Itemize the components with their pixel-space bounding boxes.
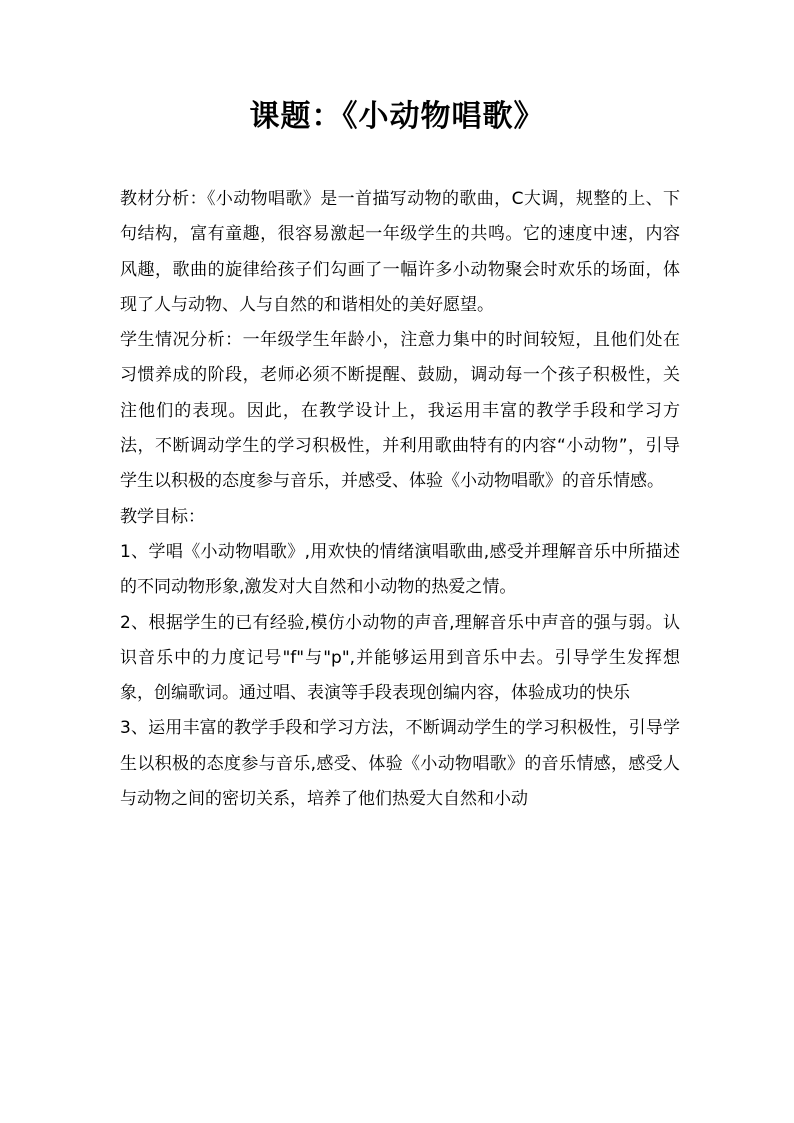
paragraph-student-analysis: 学生情况分析：一年级学生年龄小，注意力集中的时间较短，且他们处在习惯养成的阶段，老师必须不断提醒、鼓励，调动每一个孩子积极性，关注他们的表现。因此，在教学设计上，我运用丰富的教学手段和学习方法，不断调动学生的学习积极性，并利用歌曲特有的内容“小动物”，引导学生以积极的态度参与音乐，并感受、体验《小动物唱歌》的音乐情感。: [120, 330, 680, 492]
paragraph-material-analysis: 教材分析：《小动物唱歌》是一首描写动物的歌曲，C大调，规整的上、下句结构，富有童趣，很容易激起一年级学生的共鸣。它的速度中速，内容风趣，歌曲的旋律给孩子们勾画了一幅许多小动物聚会时欢乐的场面，体现了人与动物、人与自然的和谐相处的美好愿望。: [120, 189, 680, 315]
document-title: 课题：《小动物唱歌》: [249, 99, 545, 134]
paragraph-goal-2: 2、根据学生的已有经验,模仿小动物的声音,理解音乐中声音的强与弱。认识音乐中的力度记号"f"与"p",并能够运用到音乐中去。引导学生发挥想象，创编歌词。通过唱、表演等手段表现创编内容，体验成功的快乐: [120, 612, 680, 704]
document-body: [120, 182, 680, 817]
paragraph-goal-3: 3、运用丰富的教学手段和学习方法，不断调动学生的学习积极性，引导学生以积极的态度参与音乐,感受、体验《小动物唱歌》的音乐情感，感受人与动物之间的密切关系，培养了他们热爱大自然和小动: [120, 718, 680, 810]
paragraph-goal-1: 1、学唱《小动物唱歌》,用欢快的情绪演唱歌曲,感受并理解音乐中所描述的不同动物形象,激发对大自然和小动物的热爱之情。: [120, 541, 680, 598]
paragraph-teaching-goals-heading: 教学目标：: [120, 506, 205, 527]
